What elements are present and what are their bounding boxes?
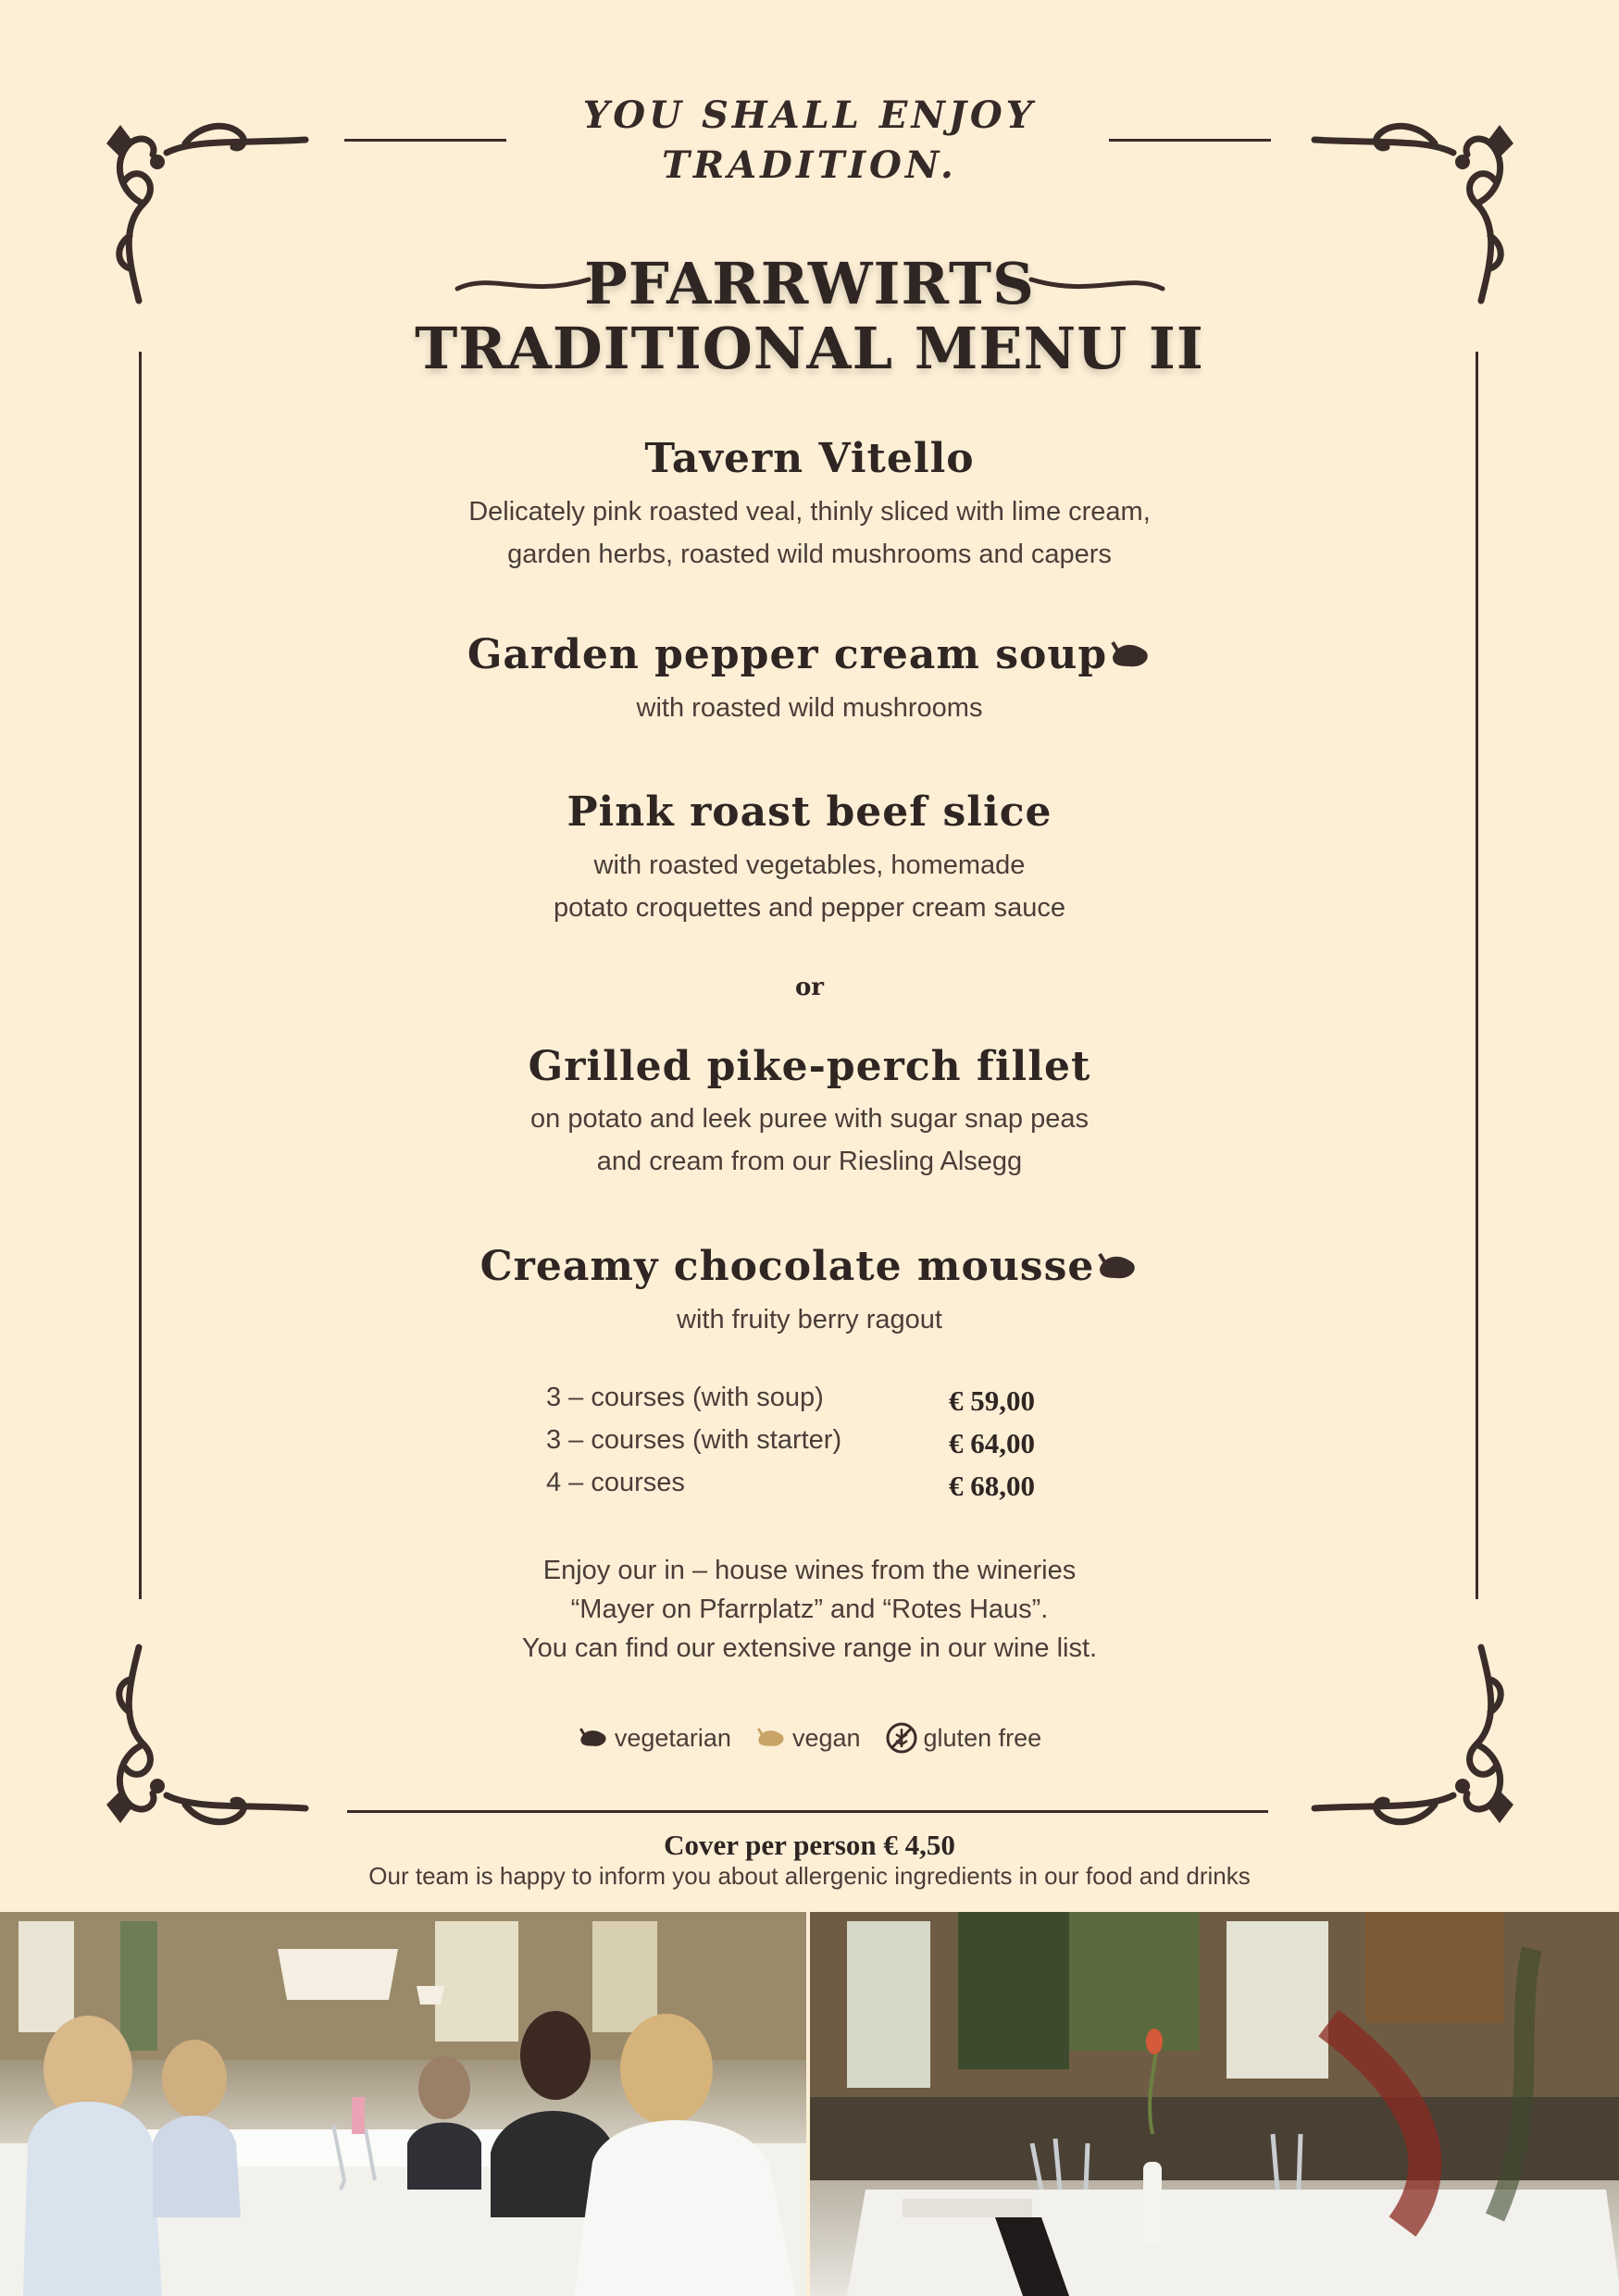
tagline-line-2: TRADITION. xyxy=(662,143,957,187)
description-line: on potato and leek puree with sugar snap peas xyxy=(530,1104,1089,1134)
price-row xyxy=(546,1468,1065,1510)
course-name: Tavern Vitello xyxy=(644,435,975,482)
menu-title-line-1: PFARRWIRTS xyxy=(584,250,1035,317)
wine-note-line: “Mayer on Pfarrplatz” and “Rotes Haus”. xyxy=(570,1595,1049,1624)
course-name xyxy=(0,1243,1619,1290)
wine-note xyxy=(0,1551,1619,1668)
legend-vegetarian-label: vegetarian xyxy=(614,1723,731,1752)
course-name-text: Garden pepper cream soup xyxy=(467,631,1108,678)
menu-title-line-2: TRADITIONAL MENU II xyxy=(415,315,1204,382)
description-line: garden herbs, roasted wild mushrooms and capers xyxy=(507,540,1112,569)
bottom-rule xyxy=(347,1810,1268,1813)
vegan-icon xyxy=(755,1726,787,1750)
interior-illustration xyxy=(810,1912,1619,2296)
price-row xyxy=(546,1425,1065,1468)
tagline xyxy=(0,91,1619,191)
course-name: Pink roast beef slice xyxy=(567,788,1052,836)
price-label: 3 – courses (with soup) xyxy=(546,1383,824,1412)
price-label: 4 – courses xyxy=(546,1468,685,1497)
diet-legend xyxy=(0,1721,1619,1755)
allergen-note: Our team is happy to inform you about allergenic ingredients in our food and drinks xyxy=(368,1862,1251,1890)
restaurant-interior-photo xyxy=(810,1912,1619,2296)
description-line: potato croquettes and pepper cream sauce xyxy=(554,893,1065,923)
description-line: with roasted wild mushrooms xyxy=(636,693,983,723)
course-name xyxy=(0,631,1619,678)
price-row xyxy=(546,1383,1065,1425)
course-description xyxy=(0,1098,1619,1183)
wine-note-line: You can find our extensive range in our wine list. xyxy=(521,1633,1098,1663)
or-separator: or xyxy=(794,974,825,1001)
vegetarian-icon xyxy=(1109,639,1152,672)
tagline-line-1: YOU SHALL ENJOY xyxy=(582,93,1037,137)
legend-gluten-free-label: gluten free xyxy=(923,1723,1042,1752)
photo-strip xyxy=(0,1912,1619,2296)
gluten-free-icon xyxy=(885,1721,918,1755)
legend-vegan-label: vegan xyxy=(791,1723,861,1752)
description-line: Delicately pink roasted veal, thinly sliced with lime cream, xyxy=(468,497,1151,527)
description-line: with roasted vegetables, homemade xyxy=(593,850,1026,880)
course-description xyxy=(0,844,1619,929)
restaurant-guests-photo xyxy=(0,1912,810,2296)
course-name-text: Creamy chocolate mousse xyxy=(479,1243,1095,1290)
price-value: € 68,00 xyxy=(949,1470,1035,1502)
course-description xyxy=(0,687,1619,729)
price-value: € 64,00 xyxy=(949,1427,1035,1459)
price-value: € 59,00 xyxy=(949,1384,1035,1417)
description-line: with fruity berry ragout xyxy=(677,1305,942,1334)
course-name: Grilled pike-perch fillet xyxy=(528,1043,1091,1090)
course-description xyxy=(0,490,1619,576)
course-description xyxy=(0,1298,1619,1341)
cover-charge: Cover per person € 4,50 xyxy=(664,1829,955,1861)
vegetarian-icon xyxy=(1096,1250,1139,1284)
menu-title xyxy=(0,252,1619,381)
vegetarian-icon xyxy=(578,1726,609,1750)
guests-illustration xyxy=(0,1912,808,2296)
description-line: and cream from our Riesling Alsegg xyxy=(596,1147,1023,1176)
price-label: 3 – courses (with starter) xyxy=(546,1425,842,1455)
wine-note-line: Enjoy our in – house wines from the wineries xyxy=(542,1556,1077,1585)
